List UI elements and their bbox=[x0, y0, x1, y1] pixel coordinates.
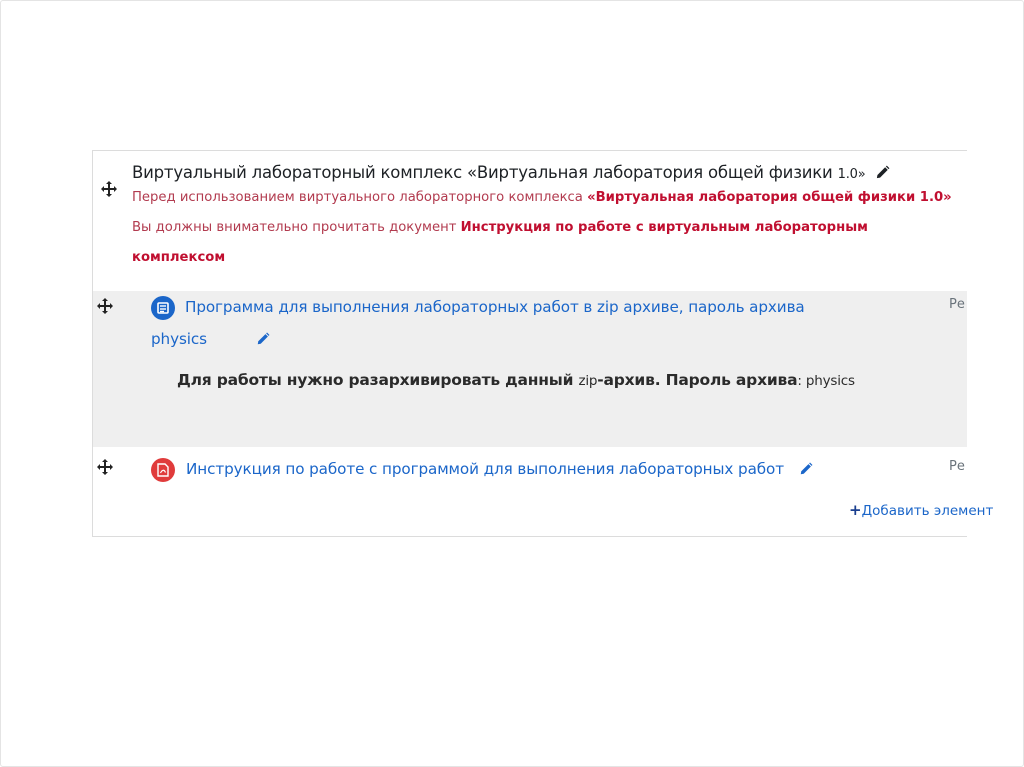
desc-part-1: Для работы нужно разархивировать данный bbox=[177, 371, 574, 389]
summary-doc-name: Инструкция по работе с виртуальным лабораторным комплексом bbox=[132, 220, 868, 265]
activity-side-text: Ре bbox=[949, 459, 965, 474]
plus-icon: + bbox=[849, 501, 862, 519]
activity-side-text: Ре bbox=[949, 297, 965, 312]
desc-part-2: -архив. Пароль архива bbox=[597, 371, 798, 389]
section-title-text: Виртуальный лабораторный комплекс «Виртуальная лаборатория общей физики bbox=[132, 163, 833, 182]
summary-lab-name: «Виртуальная лаборатория общей физики 1.0» bbox=[587, 190, 952, 205]
edit-activity-pencil-icon[interactable] bbox=[222, 325, 270, 357]
activity-name[interactable]: Программа для выполнения лабораторных работ в zip архиве, пароль архива physics bbox=[151, 298, 805, 348]
activity-file-pdf bbox=[93, 447, 967, 507]
edit-activity-pencil-icon[interactable] bbox=[799, 455, 813, 487]
edit-title-pencil-icon[interactable] bbox=[875, 165, 890, 184]
section-title-version: 1.0» bbox=[837, 167, 866, 182]
activity-description bbox=[177, 371, 855, 389]
move-activity-icon[interactable] bbox=[96, 297, 114, 315]
move-activity-icon[interactable] bbox=[96, 458, 114, 476]
activity-name[interactable]: Инструкция по работе с программой для выполнения лабораторных работ bbox=[186, 460, 784, 478]
pdf-icon bbox=[151, 458, 175, 482]
desc-zip: zip bbox=[578, 373, 598, 389]
activity-link[interactable] bbox=[151, 291, 851, 357]
add-element-link[interactable] bbox=[849, 501, 994, 519]
section-summary bbox=[132, 183, 962, 273]
desc-password: : physics bbox=[797, 373, 855, 389]
summary-middle: Вы должны внимательно прочитать документ bbox=[132, 220, 457, 235]
course-section bbox=[92, 150, 994, 537]
add-element-label[interactable]: Добавить элемент bbox=[861, 503, 994, 519]
section-title bbox=[132, 163, 890, 184]
activity-file-archive bbox=[93, 291, 967, 447]
move-section-icon[interactable] bbox=[100, 180, 118, 198]
summary-intro: Перед использованием виртуального лабораторного комплекса bbox=[132, 190, 583, 205]
activity-link[interactable] bbox=[186, 453, 813, 487]
